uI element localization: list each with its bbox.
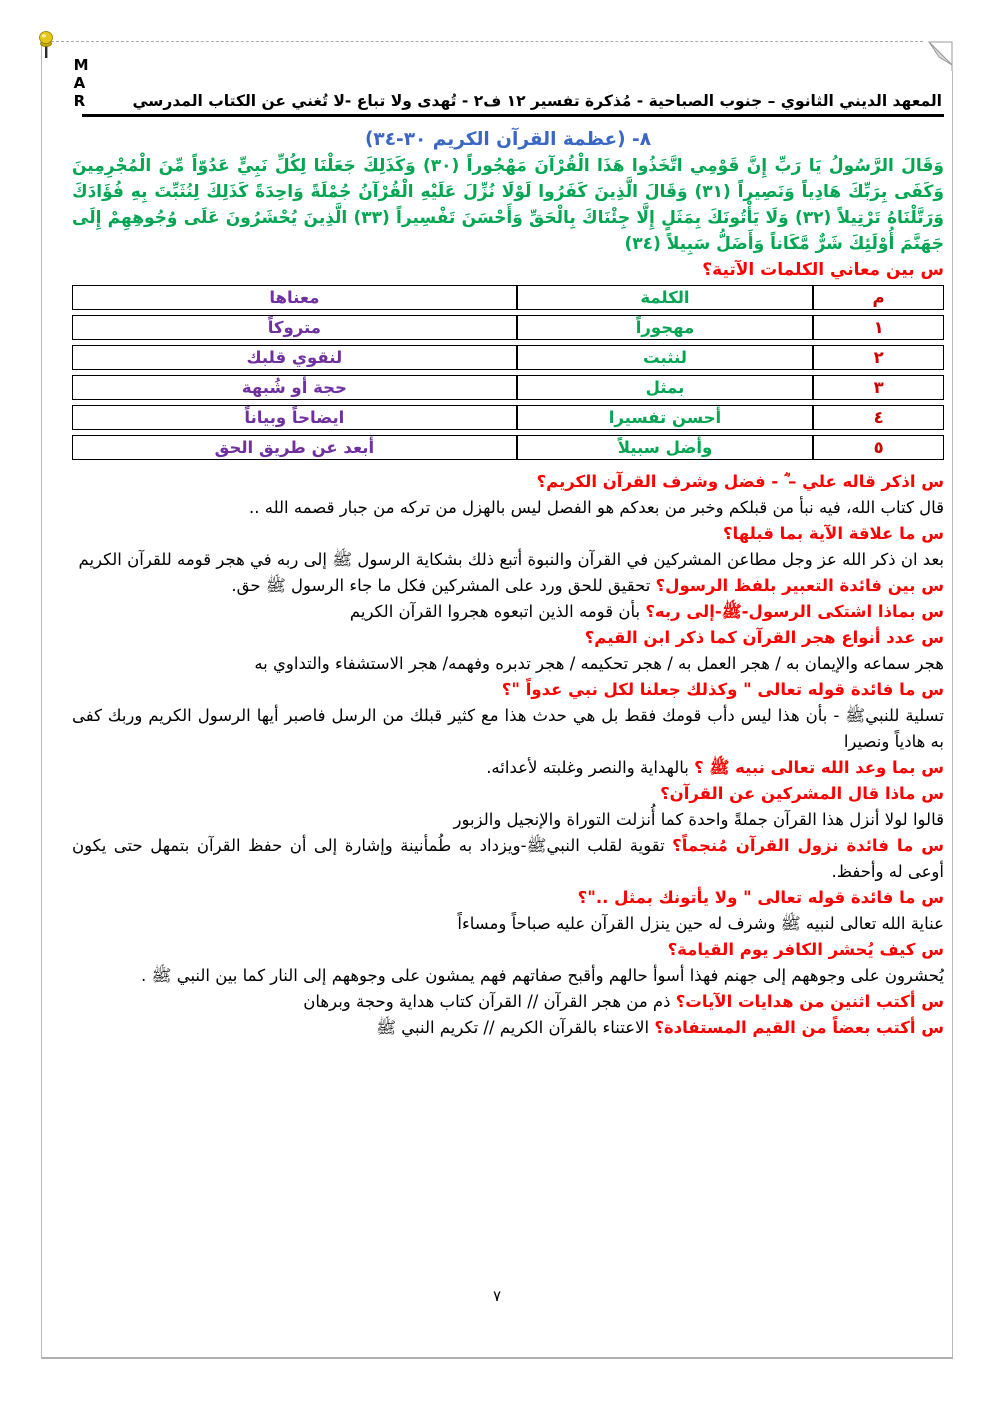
question-text: س ما فائدة قوله تعالى " وكذلك جعلنا لكل نبي عدواً "؟ xyxy=(501,680,944,699)
vocab-table xyxy=(72,280,944,465)
row-no: ٤ xyxy=(813,405,944,430)
row-word: أحسن تفسيرا xyxy=(517,405,813,430)
page-corner-fold-icon xyxy=(923,41,953,71)
question-text: س بين فائدة التعبير بلفظ الرسول؟ xyxy=(655,576,944,595)
quran-verses: وَقَالَ الرَّسُولُ يَا رَبِّ إِنَّ قَوْمِي اتَّخَذُوا هَذَا الْقُرْآنَ مَهْجُوراً (٣٠) وَكَذَلِكَ جَعَلْنَا لِكُلِّ نَبِيٍّ عَدُوّاً مِّنَ الْمُجْرِمِينَ وَكَفَى بِرَبِّكَ هَادِياً وَنَصِيراً (٣١) وَقَالَ الَّذِينَ كَفَرُوا لَوْلَا نُزِّلَ عَلَيْهِ الْقُرْآنُ جُمْلَةً وَاحِدَةً كَذَلِكَ لِنُثَبِّتَ بِهِ فُؤَادَكَ وَرَتَّلْنَاهُ تَرْتِيلاً (٣٢) وَلَا يَأْتُونَكَ بِمَثَلٍ إِلَّا جِئْنَاكَ بِالْحَقِّ وَأَحْسَنَ تَفْسِيراً (٣٣) الَّذِينَ يُحْشَرُونَ عَلَى وُجُوهِهِمْ إِلَى جَهَنَّمَ أُوْلَئِكَ شَرٌّ مَّكَاناً وَأَضَلُّ سَبِيلاً (٣٤) xyxy=(72,156,944,254)
row-word: مهجوراً xyxy=(517,315,813,340)
answer-text: قال كتاب الله، فيه نبأ من قبلكم وخبر من بعدكم هو الفصل ليس بالهزل من تركه من جبار قصمه الله .. xyxy=(248,498,944,517)
page-header xyxy=(73,48,944,117)
questions-and-answers xyxy=(72,469,944,1041)
question-text: س بما وعد الله تعالى نبيه ﷺ ؟ xyxy=(694,758,944,777)
qa-line xyxy=(72,599,944,625)
table-row xyxy=(72,375,944,400)
table-row xyxy=(72,345,944,370)
header-word: الكلمة xyxy=(517,285,813,310)
answer-text: بالهداية والنصر وغلبته لأعدائه. xyxy=(486,758,689,777)
row-meaning: لنقوي قلبك xyxy=(72,345,517,370)
header-meaning: معناها xyxy=(72,285,517,310)
qa-line xyxy=(72,755,944,781)
table-row xyxy=(72,435,944,460)
lesson-title: ٨- (عظمة القرآن الكريم ٣٠-٣٤) xyxy=(364,129,652,150)
header-code-text: M A R xyxy=(73,56,93,110)
row-meaning: حجة أو شُبهة xyxy=(72,375,517,400)
answer-text: قالوا لولا أنزل هذا القرآن جملةً واحدة كما أُنزلت التوراة والإنجيل والزبور xyxy=(453,810,944,829)
table-row xyxy=(72,405,944,430)
answer-text: تسلية للنبيﷺ - بأن هذا ليس دأب قومك فقط بل هي حدث هذا مع كثير قبلك من الرسل فاصبر أيها الرسول الكريم وربك كفى به هادياً ونصيرا xyxy=(72,706,944,751)
question-text: س ماذا قال المشركين عن القرآن؟ xyxy=(660,784,944,803)
row-word: وأضل سبيلاً xyxy=(517,435,813,460)
answer-text: ذم من هجر القرآن // القرآن كتاب هداية وحجة وبرهان xyxy=(303,992,671,1011)
question-text: س عدد أنواع هجر القرآن كما ذكر ابن القيم؟ xyxy=(584,628,944,647)
row-no: ١ xyxy=(813,315,944,340)
vocab-question: س بين معاني الكلمات الآتية؟ xyxy=(702,260,944,280)
row-meaning: أبعد عن طريق الحق xyxy=(72,435,517,460)
row-no: ٢ xyxy=(813,345,944,370)
question-text: س أكتب اثنين من هدايات الآيات؟ xyxy=(675,992,944,1011)
answer-text: تقوية لقلب النبيﷺ-ويزداد به طُمأنينة وإشارة إلى أن حفظ القرآن بتمهل حتى يكون أوعى له وأحفظ. xyxy=(72,836,944,881)
question-text: س كيف يُحشر الكافر يوم القيامة؟ xyxy=(667,940,944,959)
question-text: س ما فائدة نزول القرآن مُنجماً؟ xyxy=(672,836,945,855)
header-no: م xyxy=(813,285,944,310)
answer-text: يُحشرون على وجوههم إلى جهنم فهذا أسوأ حالهم وأقبح صفاتهم فهم يمشون على وجوههم إلى النار كما بين النبي ﷺ . xyxy=(141,966,944,985)
row-word: بمثل xyxy=(517,375,813,400)
answer-text: الاعتناء بالقرآن الكريم // تكريم النبي ﷺ xyxy=(376,1018,650,1037)
qa-line xyxy=(72,833,944,885)
question-text: س اذكر قاله علي – ؓ - فضل وشرف القرآن الكريم؟ xyxy=(536,472,944,491)
question-text: س ما فائدة قوله تعالى " ولا يأتونك بمثل .."؟ xyxy=(577,888,944,907)
answer-text: هجر سماعه والإيمان به / هجر العمل به / هجر تحكيمه / هجر تدبره وفهمه/ هجر الاستشفاء والتداوي به xyxy=(254,654,944,673)
school-header-text: المعهد الديني الثانوي – جنوب الصباحية - مُذكرة تفسير ١٢ ف٢ - تُهدى ولا تباع -لا تُغني عن الكتاب المدرسي xyxy=(132,92,942,110)
question-text: س بماذا اشتكى الرسول-ﷺ-إلى ربه؟ xyxy=(645,602,944,621)
answer-text: عناية الله تعالى لنبيه ﷺ وشرف له حين ينزل القرآن عليه صباحاً ومساءاً xyxy=(457,914,944,933)
row-no: ٣ xyxy=(813,375,944,400)
row-word: لنثبت xyxy=(517,345,813,370)
qa-line xyxy=(72,989,944,1015)
question-text: س ما علاقة الآية بما قبلها؟ xyxy=(722,524,944,543)
table-header-row xyxy=(72,285,944,310)
qa-line xyxy=(72,1015,944,1041)
answer-text: بأن قومه الذين اتبعوه هجروا القرآن الكريم xyxy=(349,602,641,621)
pushpin-icon xyxy=(35,30,57,62)
page-border-frame xyxy=(41,41,953,1359)
question-text: س أكتب بعضاً من القيم المستفادة؟ xyxy=(654,1018,944,1037)
page-number: ٧ xyxy=(492,1287,502,1305)
row-meaning: ايضاحاً وبياناً xyxy=(72,405,517,430)
table-row xyxy=(72,315,944,340)
qa-line xyxy=(72,573,944,599)
answer-text: بعد ان ذكر الله عز وجل مطاعن المشركين في القرآن والنبوة أتبع ذلك بشكاية الرسول ﷺ إلى ربه في هجر قومه للقرآن الكريم xyxy=(78,550,944,569)
row-no: ٥ xyxy=(813,435,944,460)
answer-text: تحقيق للحق ورد على المشركين فكل ما جاء الرسول ﷺ حق. xyxy=(231,576,651,595)
row-meaning: متروكاً xyxy=(72,315,517,340)
